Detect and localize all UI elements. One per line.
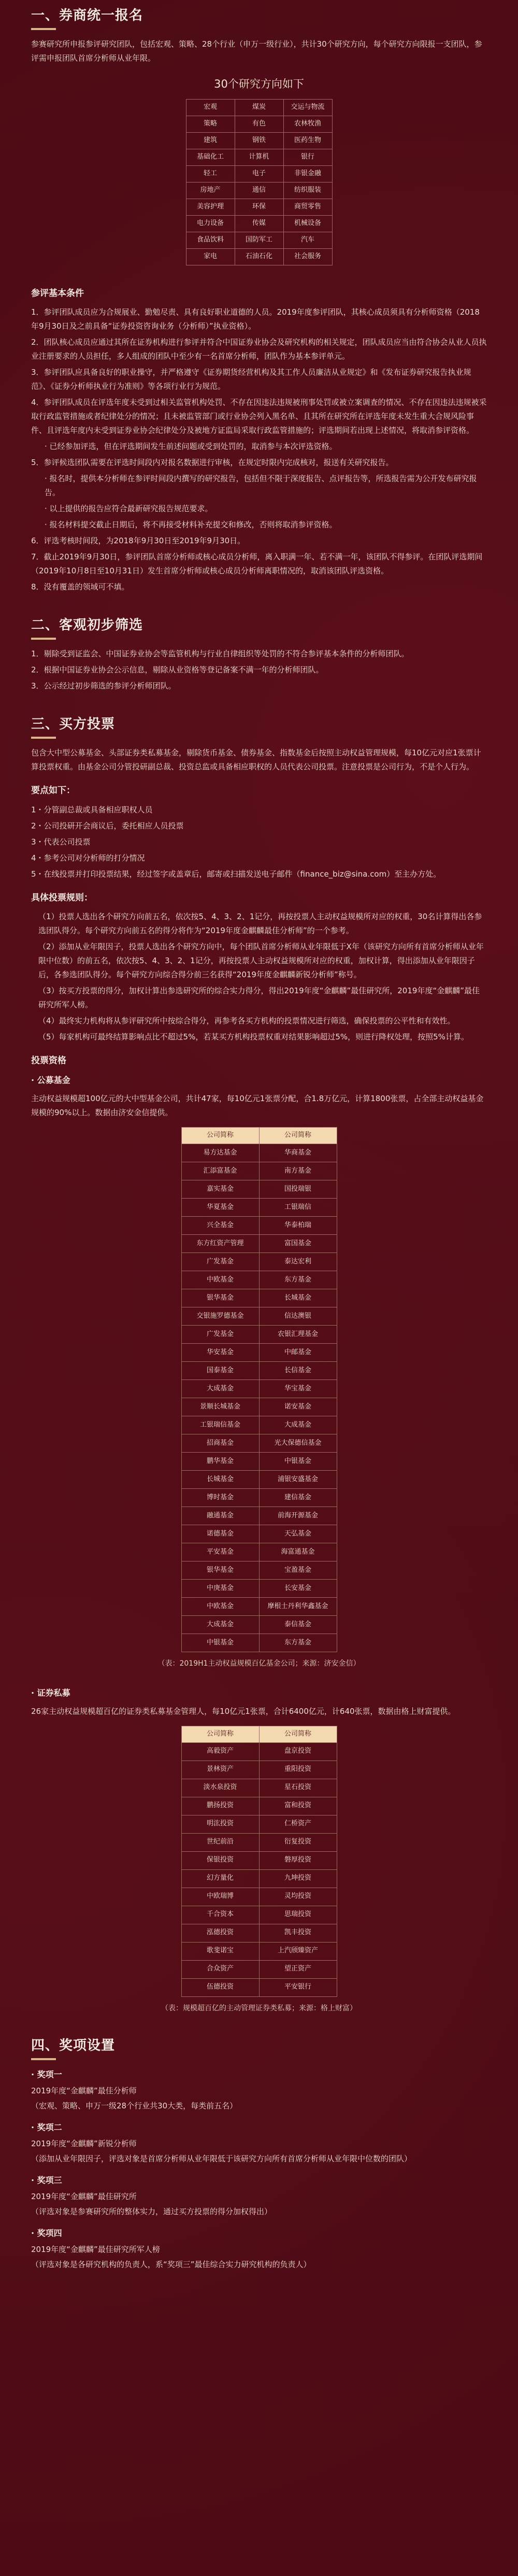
table-row [181,1326,337,1344]
public-fund-table [181,1127,337,1652]
table-header-cell: 公司简称 [259,1726,337,1742]
table-cell: 工银瑞信 [259,1199,337,1217]
table-cell: 医药生物 [283,132,332,149]
eligibility-list [31,305,487,594]
table-row [181,1162,337,1180]
table-cell: 东方基金 [259,1634,337,1652]
table-row [186,116,332,132]
table-cell: 平安基金 [181,1543,259,1561]
table-row [181,1942,337,1960]
eligibility-item: 2．团队核心成员应通过其所在证券机构进行参评并符合中国证券业协会及研究机构的相关规定，团队成员应当由符合协会从业人员执业注册要求的人员担任，多人组成的团队中至少有一名首席分析师，团队作为基本参评单元。 [31,337,487,361]
table-cell: 星石投资 [259,1779,337,1797]
table-cell: 鹏扬投资 [181,1797,259,1815]
table-cell: 保银投资 [181,1851,259,1869]
table-cell: 望正资产 [259,1960,337,1978]
table-cell: 有色 [235,116,283,132]
table-cell: 伍德投资 [181,1978,259,1996]
private-fund-title: · 证券私募 [31,1687,70,1698]
table-row [181,1978,337,1996]
table-cell: 高毅资产 [181,1742,259,1761]
table-cell: 九坤投资 [259,1869,337,1888]
table-row [181,1398,337,1416]
table-cell: 东方红资产管理 [181,1235,259,1253]
rules-title: 具体投票规则： [31,892,93,903]
table-cell: 嘉实基金 [181,1180,259,1199]
section-title: 四、奖项设置 [31,2038,116,2054]
table-cell: 华夏基金 [181,1199,259,1217]
table-cell: 歌斐诺宝 [181,1942,259,1960]
table-row [181,1525,337,1543]
section-registration [31,5,487,594]
table-cell: 汇添富基金 [181,1162,259,1180]
table-cell: 灵均投资 [259,1888,337,1906]
eligibility-item: · 报名时，提供本分析师在参评时间段内撰写的研究报告，包括但不限于深度报告、点评报告等，所选报告需为公开发布研究报告。 [45,474,477,498]
table-row [181,1307,337,1326]
table-row [181,1888,337,1906]
table-cell: 中欧基金 [181,1598,259,1616]
eligibility-item: 6．评选考核时间段，为2018年9月30日至2019年9月30日。 [31,536,246,546]
requirement-item: 4・参考公司对分析师的打分情况 [31,853,145,863]
eligibility-scale-title: 投票资格 [31,1055,66,1066]
public-fund-desc: 主动权益规模超100亿元的大中型基金公司，共计47家，每10亿元1张票分配，合1.8万亿元，计算1800张票，占全部主动权益基金规模的90%以上。数据由济安金信提供。 [31,1094,484,1118]
table-cell: 磐厚投资 [259,1851,337,1869]
private-fund-desc: 26家主动权益规模超百亿的证券类私募基金管理人，每10亿元1张票，合计6400亿元，计640张票，数据由格上财富提供。 [31,1706,456,1716]
section-voting [31,716,487,2015]
table-cell: 世纪前沿 [181,1833,259,1851]
table-cell: 基础化工 [186,149,235,165]
table-row [186,215,332,232]
table-cell: 千合资本 [181,1906,259,1924]
rules-list [31,910,487,1044]
table-cell: 招商基金 [181,1434,259,1453]
table-cell: 泓德投资 [181,1924,259,1942]
award-block [31,2120,487,2166]
table-row [181,1906,337,1924]
table-cell: 国防军工 [235,232,283,248]
eligibility-item: 8．没有覆盖的领域可不填。 [31,582,130,592]
public-table-wrap [31,1127,487,1652]
table-cell: 广发基金 [181,1253,259,1271]
table-row [181,1453,337,1471]
eligibility-item: 4．参评团队成员在评选年度未受到过相关监管机构处罚、不存在因违法违规被刑事处罚或被立案调查的情况、不存在因违法违规被采取行政监管措施或者纪律处分的情况；且未被监管部门或行业协会列入黑名单、且其所在研究所在评选年度未发生重大合规风险事件、且评选年度内未受到证券业协会纪律处分及被地方证监局采取行政监管措施的；评选期间若出现上述情况，将取消参评资格。 [31,398,487,435]
screening-item: 2．根据中国证券业协会公示信息，剔除从业资格等登记备案不满一年的分析师团队。 [31,665,324,675]
eligibility-item: · 报名材料提交截止日期后，将不再接受材料补充提交和修改，否则将取消参评资格。 [45,520,337,530]
table-cell: 宝盈基金 [259,1561,337,1580]
table-cell: 电力设备 [186,215,235,232]
table-row [181,1199,337,1217]
table-cell: 华安基金 [181,1344,259,1362]
table-row [181,1779,337,1797]
table-header-row [181,1128,337,1144]
table-row [186,149,332,165]
directions-table-wrap [31,99,487,265]
rule-item: （2）添加从业年限因子，投票人选出各个研究方向中，每个团队首席分析师从业年限低于X年（该研究方向所有首席分析师从业年限中位数）的前五名，依次按5、4、3、2、1记分，再按投票人主动权益规模所对应的权重，加权计算，得出添加从业年限因子后，各参选团队得分。每个研究方向综合得分前三名获得“2019年度金麒麟新锐分析师”称号。 [38,942,484,980]
table-row [186,182,332,199]
table-header-cell: 公司简称 [181,1726,259,1742]
award-line: （评选对象是参赛研究所的整体实力，通过买方投票的得分加权得出） [31,2206,272,2216]
table-row [181,1253,337,1271]
table-cell: 中欧瑞博 [181,1888,259,1906]
table-cell: 工银瑞信基金 [181,1416,259,1434]
table-cell: 诺安基金 [259,1398,337,1416]
table-row [181,1380,337,1398]
award-block [31,2067,487,2113]
table-cell: 华泰柏瑞 [259,1217,337,1235]
requirement-item: 1・分管副总裁或具备相应职权人员 [31,805,153,814]
table-cell: 煤炭 [235,99,283,116]
title-underline [31,28,56,30]
table-cell: 明汯投资 [181,1815,259,1833]
table-cell: 策略 [186,116,235,132]
section-title: 三、买方投票 [31,716,116,733]
table-cell: 广发基金 [181,1326,259,1344]
table-cell: 泰信基金 [259,1616,337,1634]
table-cell: 长信基金 [259,1362,337,1380]
table-row [181,1416,337,1434]
table-cell: 电子 [235,165,283,182]
table-row [181,1924,337,1942]
table-cell: 富和投资 [259,1797,337,1815]
table-cell: 农林牧渔 [283,116,332,132]
table-row [181,1362,337,1380]
eligibility-item: 3．参评团队应具备良好的职业操守，并严格遵守《证券期货经营机构及其工作人员廉洁从业规定》和《发布证券研究报告执业规范》、《证券分析师执业行为准则》等各项行业行为规范。 [31,368,471,391]
table-header-row [181,1726,337,1742]
table-cell: 易方达基金 [181,1144,259,1162]
table-row [181,1598,337,1616]
section-title: 二、客观初步筛选 [31,617,143,634]
table-row [181,1960,337,1978]
table-cell: 交运与物流 [283,99,332,116]
award-tag: · 奖项三 [31,2175,62,2185]
table-caption: 30个研究方向如下 [214,77,304,90]
section-awards [31,2037,487,2272]
table-cell: 国投瑞银 [259,1180,337,1199]
table-row [181,1742,337,1761]
requirement-item: 3・代表公司投票 [31,837,91,847]
table-cell: 家电 [186,248,235,265]
table-cell: 景顺长城基金 [181,1398,259,1416]
table-cell: 华宝基金 [259,1380,337,1398]
screening-item: 1．剔除受到证监会、中国证券业协会等监管机构与行业自律组织等处罚的不符合参评基本条件的分析师团队。 [31,649,409,659]
rule-item: （1）投票人选出各个研究方向前五名，依次按5、4、3、2、1记分，再按投票人主动权益规模所对应的权重，30名计算得出各参选团队得分。每个研究方向前五名的得分将作为“2019年度金麒麟最佳分析师”的一个参考。 [38,912,482,936]
table-header-cell: 公司简称 [181,1128,259,1144]
table-cell: 浦银安盛基金 [259,1471,337,1489]
table-cell: 东方基金 [259,1271,337,1289]
table-row [181,1543,337,1561]
table-cell: 南方基金 [259,1162,337,1180]
table-row [181,1869,337,1888]
table-cell: 宏观 [186,99,235,116]
eligibility-item: 1．参评团队成员应为合规展业、勤勉尽责、具有良好职业道德的人员。2019年度参评团队，其核心成员须具有分析师资格（2018年9月30日及之前具备“证券投资咨询业务（分析师）”执业资格）。 [31,307,480,331]
table-cell: 中银基金 [181,1634,259,1652]
table-cell: 建信基金 [259,1489,337,1507]
award-block [31,2173,487,2219]
table-row [181,1797,337,1815]
eligibility-item: · 已经参加评选，但在评选期间发生前述问题或受到处罚的，取消参与本次评选资格。 [45,442,337,452]
award-line: （添加从业年限因子，评选对象是首席分析师从业年限低于该研究方向所有首席分析师从业年限中位数的团队） [31,2153,412,2163]
directions-table [186,99,333,265]
table-cell: 诺德基金 [181,1525,259,1543]
table-cell: 思瑞投资 [259,1906,337,1924]
award-line: 2019年度“金麒麟”新锐分析师 [31,2138,137,2148]
table-cell: 光大保德信基金 [259,1434,337,1453]
table-cell: 博时基金 [181,1489,259,1507]
table-cell: 交银施罗德基金 [181,1307,259,1326]
public-table-note: （表：2019H1主动权益规模百亿基金公司；来源：济安金信） [157,1659,361,1668]
table-cell: 农银汇理基金 [259,1326,337,1344]
table-cell: 上汽颀臻资产 [259,1942,337,1960]
requirements-list [31,803,487,881]
table-cell: 钢铁 [235,132,283,149]
table-row [186,248,332,265]
rule-item: （4）最终实力机构将从参评研究所中按综合得分，再参考各买方机构的投票情况进行筛选，确保投票的公平性和有效性。 [38,1016,455,1026]
table-cell: 银华基金 [181,1289,259,1307]
table-cell: 平安银行 [259,1978,337,1996]
section-intro: 参赛研究所申报参评研究团队，包括宏观、策略、28个行业（申万一级行业），共计30个研究方向，每个研究方向限报一支团队，参评需申报团队首席分析师从业年限。 [31,39,482,63]
table-cell: 大成基金 [181,1380,259,1398]
table-row [181,1851,337,1869]
title-underline [31,2058,56,2060]
table-row [181,1761,337,1779]
award-tag: · 奖项四 [31,2228,62,2238]
table-cell: 信达澳银 [259,1307,337,1326]
table-row [186,99,332,116]
table-cell: 合众资产 [181,1960,259,1978]
table-cell: 前海开源基金 [259,1507,337,1525]
table-cell: 富国基金 [259,1235,337,1253]
screening-list [31,647,487,693]
table-row [181,1634,337,1652]
table-cell: 非银金融 [283,165,332,182]
award-tag: · 奖项一 [31,2069,62,2079]
table-cell: 商贸零售 [283,199,332,215]
awards-list [31,2067,487,2272]
table-cell: 融通基金 [181,1507,259,1525]
table-cell: 大成基金 [181,1616,259,1634]
table-cell: 石油石化 [235,248,283,265]
award-line: 2019年度“金麒麟”最佳研究所军人榜 [31,2244,160,2254]
title-underline [31,638,56,640]
table-cell: 重阳投资 [259,1761,337,1779]
award-line: 2019年度“金麒麟”最佳分析师 [31,2086,137,2095]
table-cell: 传媒 [235,215,283,232]
section-intro: 包含大中型公募基金、头部证券类私募基金，剔除货币基金、债券基金、指数基金后按照主动权益管理规模，每10亿元对应1张票计算投票权重。由基金公司分管投研副总裁、投资总监或具备相应职权的人员代表公司投票。注意投票是公司行为，不是个人行为。 [31,748,481,771]
rule-item: （5）每家机构可最终结算影响点比不超过5%，若某买方机构投票权重对结果影响超过5%，则进行降权处理，按照5%计算。 [38,1032,469,1042]
table-cell: 汽车 [283,232,332,248]
table-cell: 食品饮料 [186,232,235,248]
table-cell: 长城基金 [259,1289,337,1307]
table-cell: 纺织服装 [283,182,332,199]
section-screening [31,617,487,693]
table-cell: 华商基金 [259,1144,337,1162]
eligibility-item: 7．截止2019年9月30日，参评团队首席分析师或核心成员分析师，离入职满一年、若不满一年，该团队不得参评。在团队评选期间（2019年10月8日至10月31日）发生首席分析师或核心成员分析师离职情况的，取消该团队评选资格。 [31,552,483,576]
screening-item: 3．公示经过初步筛选的参评分析师团队。 [31,681,176,691]
public-fund-title: · 公募基金 [31,1075,70,1086]
table-row [181,1833,337,1851]
table-cell: 泰达宏利 [259,1253,337,1271]
table-cell: 大成基金 [259,1416,337,1434]
award-block [31,2226,487,2272]
table-cell: 银华基金 [181,1561,259,1580]
table-row [181,1507,337,1525]
eligibility-title: 参评基本条件 [31,288,84,299]
requirements-title: 要点如下： [31,785,75,796]
table-row [181,1271,337,1289]
table-row [181,1434,337,1453]
table-row [186,165,332,182]
table-cell: 机械设备 [283,215,332,232]
table-row [181,1217,337,1235]
table-cell: 通信 [235,182,283,199]
private-table-note: （表：规模超百亿的主动管理证券类私募；来源：格上财富） [161,2004,357,2012]
eligibility-item: 5．参评候选团队需要在评选时间段内对报名数据进行审核，在规定时限内完成核对，报送有关研究报告。 [31,458,394,468]
table-cell: 盘京投资 [259,1742,337,1761]
private-table-wrap [31,1726,487,1997]
table-row [181,1180,337,1199]
award-line: 2019年度“金麒麟”最佳研究所 [31,2191,137,2201]
table-row [181,1289,337,1307]
table-row [181,1815,337,1833]
table-cell: 轻工 [186,165,235,182]
table-row [186,132,332,149]
table-row [186,232,332,248]
eligibility-item: · 以上提供的报告应符合最新研究报告规范要求。 [45,504,213,514]
rule-item: （3）按买方投票的得分，加权计算出参选研究所的综合实力得分，得出2019年度“金麒麟”最佳研究所，2019年度“金麒麟”最佳研究所军人榜。 [38,986,480,1010]
table-cell: 环保 [235,199,283,215]
table-cell: 中庚基金 [181,1580,259,1598]
table-cell: 景林资产 [181,1761,259,1779]
table-cell: 中欧基金 [181,1271,259,1289]
table-cell: 兴全基金 [181,1217,259,1235]
table-cell: 长安基金 [259,1580,337,1598]
table-cell: 凯丰投资 [259,1924,337,1942]
table-cell: 建筑 [186,132,235,149]
table-row [181,1344,337,1362]
table-cell: 长城基金 [181,1471,259,1489]
table-cell: 天弘基金 [259,1525,337,1543]
table-cell: 仁桥资产 [259,1815,337,1833]
table-cell: 银行 [283,149,332,165]
award-line: （宏观、策略、申万一级28个行业共30大类，每类前五名） [31,2101,238,2110]
table-cell: 摩根士丹利华鑫基金 [259,1598,337,1616]
requirement-item: 2・公司投研开会商议后，委托相应人员投票 [31,821,184,830]
title-underline [31,737,56,739]
award-tag: · 奖项二 [31,2122,62,2132]
table-cell: 淡水泉投资 [181,1779,259,1797]
table-header-cell: 公司简称 [259,1128,337,1144]
award-line: （评选对象是各研究机构的负责人，系“奖项三”最佳综合实力研究机构的负责人） [31,2259,311,2269]
requirement-item: 5・在线投票并打印投票结果，经过签字或盖章后，邮寄或扫描发送电子邮件（finance_biz@sina.com）至主办方处。 [31,869,441,879]
table-cell: 幻方量化 [181,1869,259,1888]
section-title: 一、券商统一报名 [31,8,143,23]
table-cell: 房地产 [186,182,235,199]
table-row [181,1471,337,1489]
table-cell: 计算机 [235,149,283,165]
table-cell: 美容护理 [186,199,235,215]
table-cell: 衍复投资 [259,1833,337,1851]
table-cell: 海富通基金 [259,1543,337,1561]
table-cell: 中银基金 [259,1453,337,1471]
table-row [181,1616,337,1634]
table-row [181,1489,337,1507]
table-row [181,1561,337,1580]
table-row [181,1144,337,1162]
table-row [186,199,332,215]
table-row [181,1235,337,1253]
table-cell: 国泰基金 [181,1362,259,1380]
private-fund-table [181,1726,337,1997]
table-cell: 鹏华基金 [181,1453,259,1471]
table-cell: 中邮基金 [259,1344,337,1362]
table-row [181,1580,337,1598]
table-cell: 社会服务 [283,248,332,265]
